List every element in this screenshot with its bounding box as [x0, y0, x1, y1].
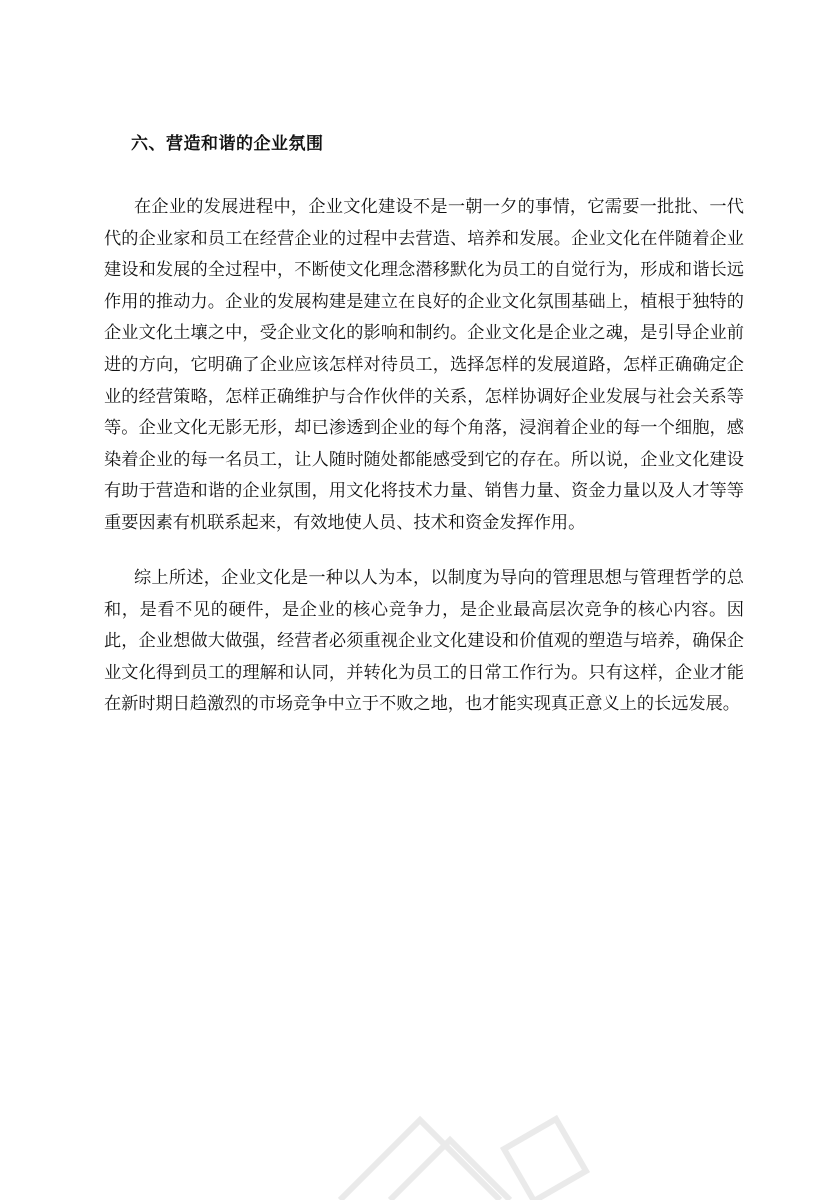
paragraph-2: 综上所述，企业文化是一种以人为本，以制度为导向的管理思想与管理哲学的总和，是看不见的硬件，是企业的核心竞争力，是企业最高层次竞争的核心内容。因此，企业想做大做强，经营者必须重视企业文化建设和价值观的塑造与培养，确保企业文化得到员工的理解和认同，并转化为员工的日常工作行为。只有这样，企业才能在新时期日趋激烈的市场竞争中立于不败之地，也才能实现真正意义上的长远发展。	[104, 568, 744, 715]
paragraph-1: 在企业的发展进程中，企业文化建设不是一朝一夕的事情，它需要一批批、一代代的企业家和员工在经营企业的过程中去营造、培养和发展。企业文化在伴随着企业建设和发展的全过程中，不断使文化理念潜移默化为员工的自觉行为，形成和谐长远作用的推动力。企业的发展构建是建立在良好的企业文化氛围基础上，植根于独特的企业文化土壤之中，受企业文化的影响和制约。企业文化是企业之魂，是引导企业前进的方向，它明确了企业应该怎样对待员工，选择怎样的发展道路，怎样正确确定企业的经营策略，怎样正确维护与合作伙伴的关系，怎样协调好企业发展与社会关系等等。企业文化无影无形，却已渗透到企业的每个角落，浸润着企业的每一个细胞，感染着企业的每一名员工，让人随时随处都能感受到它的存在。所以说，企业文化建设有助于营造和谐的企业氛围，用文化将技术力量、销售力量、资金力量以及人才等等重要因素有机联系起来，有效地使人员、技术和资金发挥作用。	[104, 197, 744, 533]
watermark-graphic	[300, 1040, 600, 1200]
section-heading: 六、营造和谐的企业氛围	[131, 134, 324, 154]
